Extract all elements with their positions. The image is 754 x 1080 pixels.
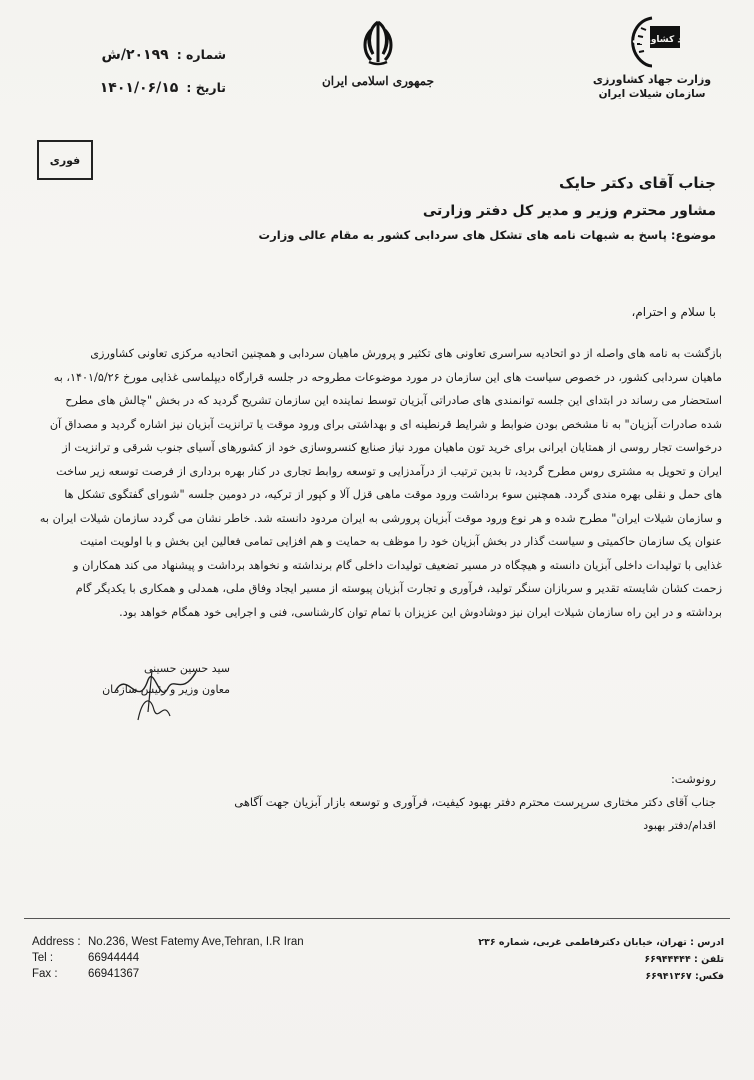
ministry-header: [572, 14, 732, 101]
body-line: ماهیان سردابی کشور، در خصوص سیاست های این سازمان در مورد موضوعات مطروحه در جلسه قرارگاه دیپلماسی غذایی مورخ ۱۴۰۱/۵/۲۶، به: [53, 370, 722, 384]
recipient-block: [56, 168, 716, 224]
date-label: تاریخ :: [186, 80, 226, 95]
iran-emblem-icon: [318, 18, 438, 72]
cc-block: [56, 768, 716, 838]
signatory-title: معاون وزیر و رئیس سازمان: [102, 683, 230, 696]
letter-meta: [46, 38, 226, 104]
cc-label: رونوشت:: [670, 772, 716, 786]
body-line: غذایی با تولیدات داخلی آبزیان دانسته و هیچگاه در مسیر تضعیف تولیدات داخلی گام برنداشته و نخواهد برداشت و پیشنهاد می کند همکاران و: [73, 558, 722, 572]
body-line: شده صادرات آبزیان" به نا مشخص بودن ضوابط و شرایط قرنطینه ای و بهداشتی برای ورود موقت یا ترانزیت آبزیان نیز اشاره گردید و مصداق آن: [49, 417, 722, 431]
body-line: زحمت کشان شایسته تقدیر و سربازان سنگر تولید، فرآوری و تجارت آبزیان پیوسته از مسیر ایجاد وفاق ملی، همدلی و همکاری با یکدیگر گام: [75, 582, 722, 595]
footer-persian: [464, 934, 724, 985]
republic-title: جمهوری اسلامی ایران: [321, 74, 435, 88]
signatory-name: سید حسین حسینی: [143, 662, 230, 675]
number-label: شماره :: [176, 47, 226, 62]
body-line: برداشته و در این راه سازمان شیلات ایران نیز دوشادوش این عزیزان با تمام توان کارشناسی، فنی و اجرایی خود همگام خواهد بود.: [119, 605, 722, 619]
cc-line: اقدام/دفتر بهبود: [643, 819, 716, 832]
footer-english: [32, 934, 304, 982]
ministry-logo: [617, 14, 698, 72]
body-line: بازگشت به نامه های واصله از دو اتحادیه سراسری تعاونی های تکثیر و پرورش ماهیان سردابی و همچنین اتحادیه مرکزی تعاونی کشاورزی: [90, 347, 722, 360]
logo-text: جهاد کشاورزی: [632, 35, 698, 45]
footer-address-row: [32, 934, 304, 950]
body-line: استحضار می رساند در ابتدای این جلسه توانمندی های صادراتی آبزیان توسط نماینده این سازمان تشریح گردید که در بخش "چالش های مطرح: [65, 394, 722, 407]
subject-line: موضوع: پاسخ به شبهات نامه های تشکل های سردابی کشور به مقام عالی وزارت: [258, 228, 716, 242]
urgency-stamp: فوری: [37, 140, 93, 180]
signature-block: [70, 662, 230, 696]
footer-fax-row: [32, 966, 304, 982]
body-line: ایران و تحویل به مشتری روس مطرح گردید، تا بدین ترتیب از درآمدزایی و توسعه روابط تجاری در کنار بهره برداری از فرصت توسعه زیر ساخت: [56, 464, 722, 478]
address-label: Address :: [32, 936, 81, 948]
tel-value: 66944444: [88, 952, 140, 964]
letter-body: [38, 342, 722, 624]
footer-divider: [24, 918, 730, 919]
organization-name: سازمان شیلات ایران: [598, 88, 706, 100]
date-value: ۱۴۰۱/۰۶/۱۵: [99, 79, 179, 96]
date-row: [46, 71, 226, 104]
cc-line: جناب آقای دکتر مختاری سرپرست محترم دفتر بهبود کیفیت، فرآوری و توسعه بازار آبزیان جهت آگاهی: [234, 795, 716, 809]
recipient-name: جناب آقای دکتر حایک: [559, 174, 716, 192]
fa-address: ادرس : تهران، خیابان دکترفاطمی غربی، شماره ۲۳۶: [478, 937, 724, 948]
republic-header: [318, 18, 438, 88]
body-line: درخواست تجار روسی از همتایان ایرانی برای خرید تون ماهیان مورد نیاز صنایع کنسروسازی خود از کشورهای آسیای جنوب شرقی و ترانزیت از: [62, 441, 722, 454]
fax-value: 66941367: [88, 968, 140, 980]
number-row: [46, 38, 226, 71]
fax-label: Fax :: [32, 968, 58, 980]
tel-label: Tel :: [32, 952, 54, 964]
number-value: ۲۰۱۹۹/ش: [101, 46, 169, 63]
footer-tel-row: [32, 950, 304, 966]
fa-fax: فکس: ۶۶۹۴۱۳۶۷: [645, 971, 724, 982]
body-line: عنوان یک سازمان حاکمیتی و سیاست گذار در بخش آبزیان خود را موظف به حمایت و هم افزایی تمامی فعالین این بخش و با اولویت امنیت: [80, 535, 722, 548]
body-line: های حمل و نقلی بهره مندی گردد. همچنین سوء برداشت ورود موقت ماهی قزل آلا و کپور از ترکیه، در دومین جلسه "شورای گفتگوی تشکل ها: [64, 488, 722, 501]
recipient-title: مشاور محترم وزیر و مدیر کل دفتر وزارتی: [422, 203, 716, 219]
body-line: و سازمان شیلات ایران" مطرح شده و هر نوع ورود موقت آبزیان پرورشی به ایران مردود دانسته شد. خاطر نشان می گردد سازمان شیلات ایران به: [39, 511, 722, 525]
greeting: با سلام و احترام،: [631, 305, 716, 319]
address-value: No.236, West Fatemy Ave,Tehran, I.R Iran: [88, 936, 304, 948]
ministry-name: وزارت جهاد کشاورزی: [592, 73, 712, 86]
fa-tel: تلفن : ۶۶۹۴۴۴۴۴: [644, 954, 724, 965]
